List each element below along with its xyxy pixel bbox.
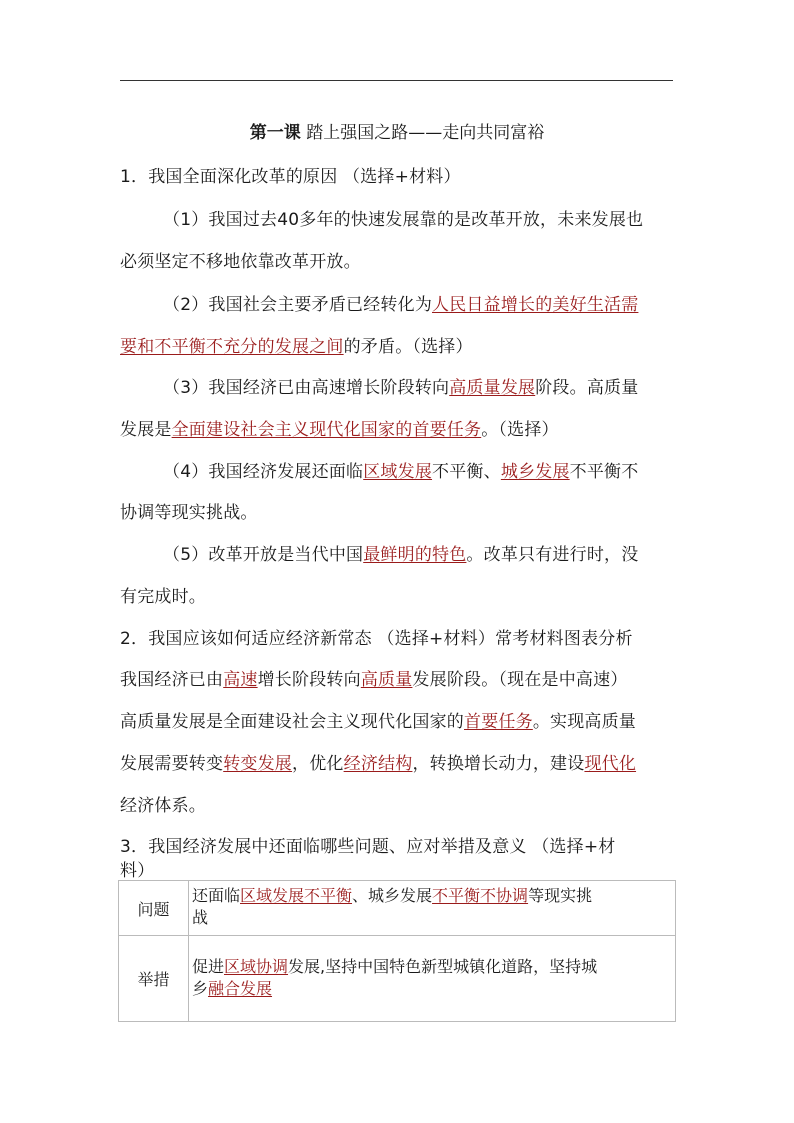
highlight: 城乡发展 [500, 462, 570, 482]
text: 还面临 [192, 886, 241, 905]
page-title [0, 118, 794, 143]
issues-measures-table [118, 880, 676, 1022]
highlight: 转变发展 [223, 754, 293, 774]
text: 发展阶段。（现在是中高速） [412, 670, 628, 690]
section-2-heading: 2．我国应该如何适应经济新常态 （选择+材料）常考材料图表分析 [120, 629, 633, 649]
text: 增长阶段转向 [257, 670, 361, 690]
text: 战 [192, 908, 209, 927]
s2-line1 [120, 665, 628, 690]
s1-p3-line1 [163, 373, 638, 398]
text: （2）我国社会主要矛盾已经转化为 [163, 295, 433, 315]
row-content [189, 936, 676, 1022]
highlight: 全面建设社会主义现代化国家的首要任务 [171, 420, 482, 440]
text: 高质量发展是全面建设社会主义现代化国家的 [120, 712, 464, 732]
highlight: 现代化 [584, 754, 637, 774]
text: 发展是 [120, 420, 172, 440]
text: 等现实挑 [528, 886, 593, 905]
section-1-heading: 1．我国全面深化改革的原因 （选择+材料） [120, 167, 461, 187]
highlight: 要和不平衡不充分的发展之间 [120, 337, 344, 357]
highlight: 最鲜明的特色 [363, 545, 467, 565]
s2-line2 [120, 707, 636, 732]
s1-p3-line2 [120, 415, 559, 440]
s2-line3 [120, 749, 636, 774]
text: （3）我国经济已由高速增长阶段转向 [163, 378, 450, 398]
section-3-heading-line1: 3．我国经济发展中还面临哪些问题、应对举措及意义 （选择+材 [120, 837, 616, 857]
highlight: 区域发展不平衡 [240, 886, 353, 905]
section-3-heading-line2: 料） [120, 861, 155, 881]
highlight: 融合发展 [208, 978, 273, 998]
text: 的矛盾。（选择） [343, 337, 473, 357]
s1-p1-line1: （1）我国过去40多年的快速发展靠的是改革开放，未来发展也 [163, 210, 644, 230]
s1-p2-line2 [120, 332, 473, 357]
s1-p5-line1 [163, 540, 638, 565]
text: 不平衡不 [569, 462, 639, 482]
row-content [189, 881, 676, 936]
text: （5）改革开放是当代中国 [163, 545, 364, 565]
s1-p1-line2: 必须坚定不移地依靠改革开放。 [120, 252, 361, 272]
highlight: 人民日益增长的美好生活需 [432, 295, 639, 315]
text: 。实现高质量 [532, 712, 637, 732]
s2-line4: 经济体系。 [120, 796, 206, 816]
s1-p5-line2: 有完成时。 [120, 587, 206, 607]
highlight: 高速 [223, 670, 258, 690]
highlight: 区域发展 [363, 462, 433, 482]
s1-p4-line1 [163, 457, 638, 482]
title-text: 踏上强国之路——走向共同富裕 [300, 123, 545, 143]
s1-p4-line2: 协调等现实挑战。 [120, 503, 258, 523]
text: 促进 [192, 956, 225, 976]
text: 。（选择） [481, 420, 559, 440]
text: 发展需要转变 [120, 754, 224, 774]
text: 发展,坚持中国特色新型城镇化道路，坚持城 [288, 956, 598, 976]
row-header: 问题 [119, 881, 189, 936]
highlight: 不平衡不协调 [432, 886, 529, 905]
highlight: 经济结构 [343, 754, 413, 774]
s1-p2-line1 [163, 290, 638, 315]
header-rule [120, 80, 673, 81]
text: ，转换增长动力，建设 [412, 754, 585, 774]
text: （4）我国经济发展还面临 [163, 462, 364, 482]
text: ，优化 [292, 754, 344, 774]
highlight: 首要任务 [464, 712, 533, 732]
highlight: 高质量 [360, 670, 413, 690]
title-lesson: 第一课 [249, 123, 301, 143]
row-header: 举措 [119, 936, 189, 1022]
text: 阶段。高质量 [535, 378, 639, 398]
text: 。改革只有进行时，没 [466, 545, 639, 565]
highlight: 区域协调 [224, 956, 289, 976]
table-row [119, 936, 676, 1022]
text: 乡 [192, 978, 209, 998]
text: 、城乡发展 [352, 886, 433, 905]
text: 不平衡、 [432, 462, 501, 482]
highlight: 高质量发展 [449, 378, 536, 398]
text: 我国经济已由 [120, 670, 224, 690]
table-row [119, 881, 676, 936]
